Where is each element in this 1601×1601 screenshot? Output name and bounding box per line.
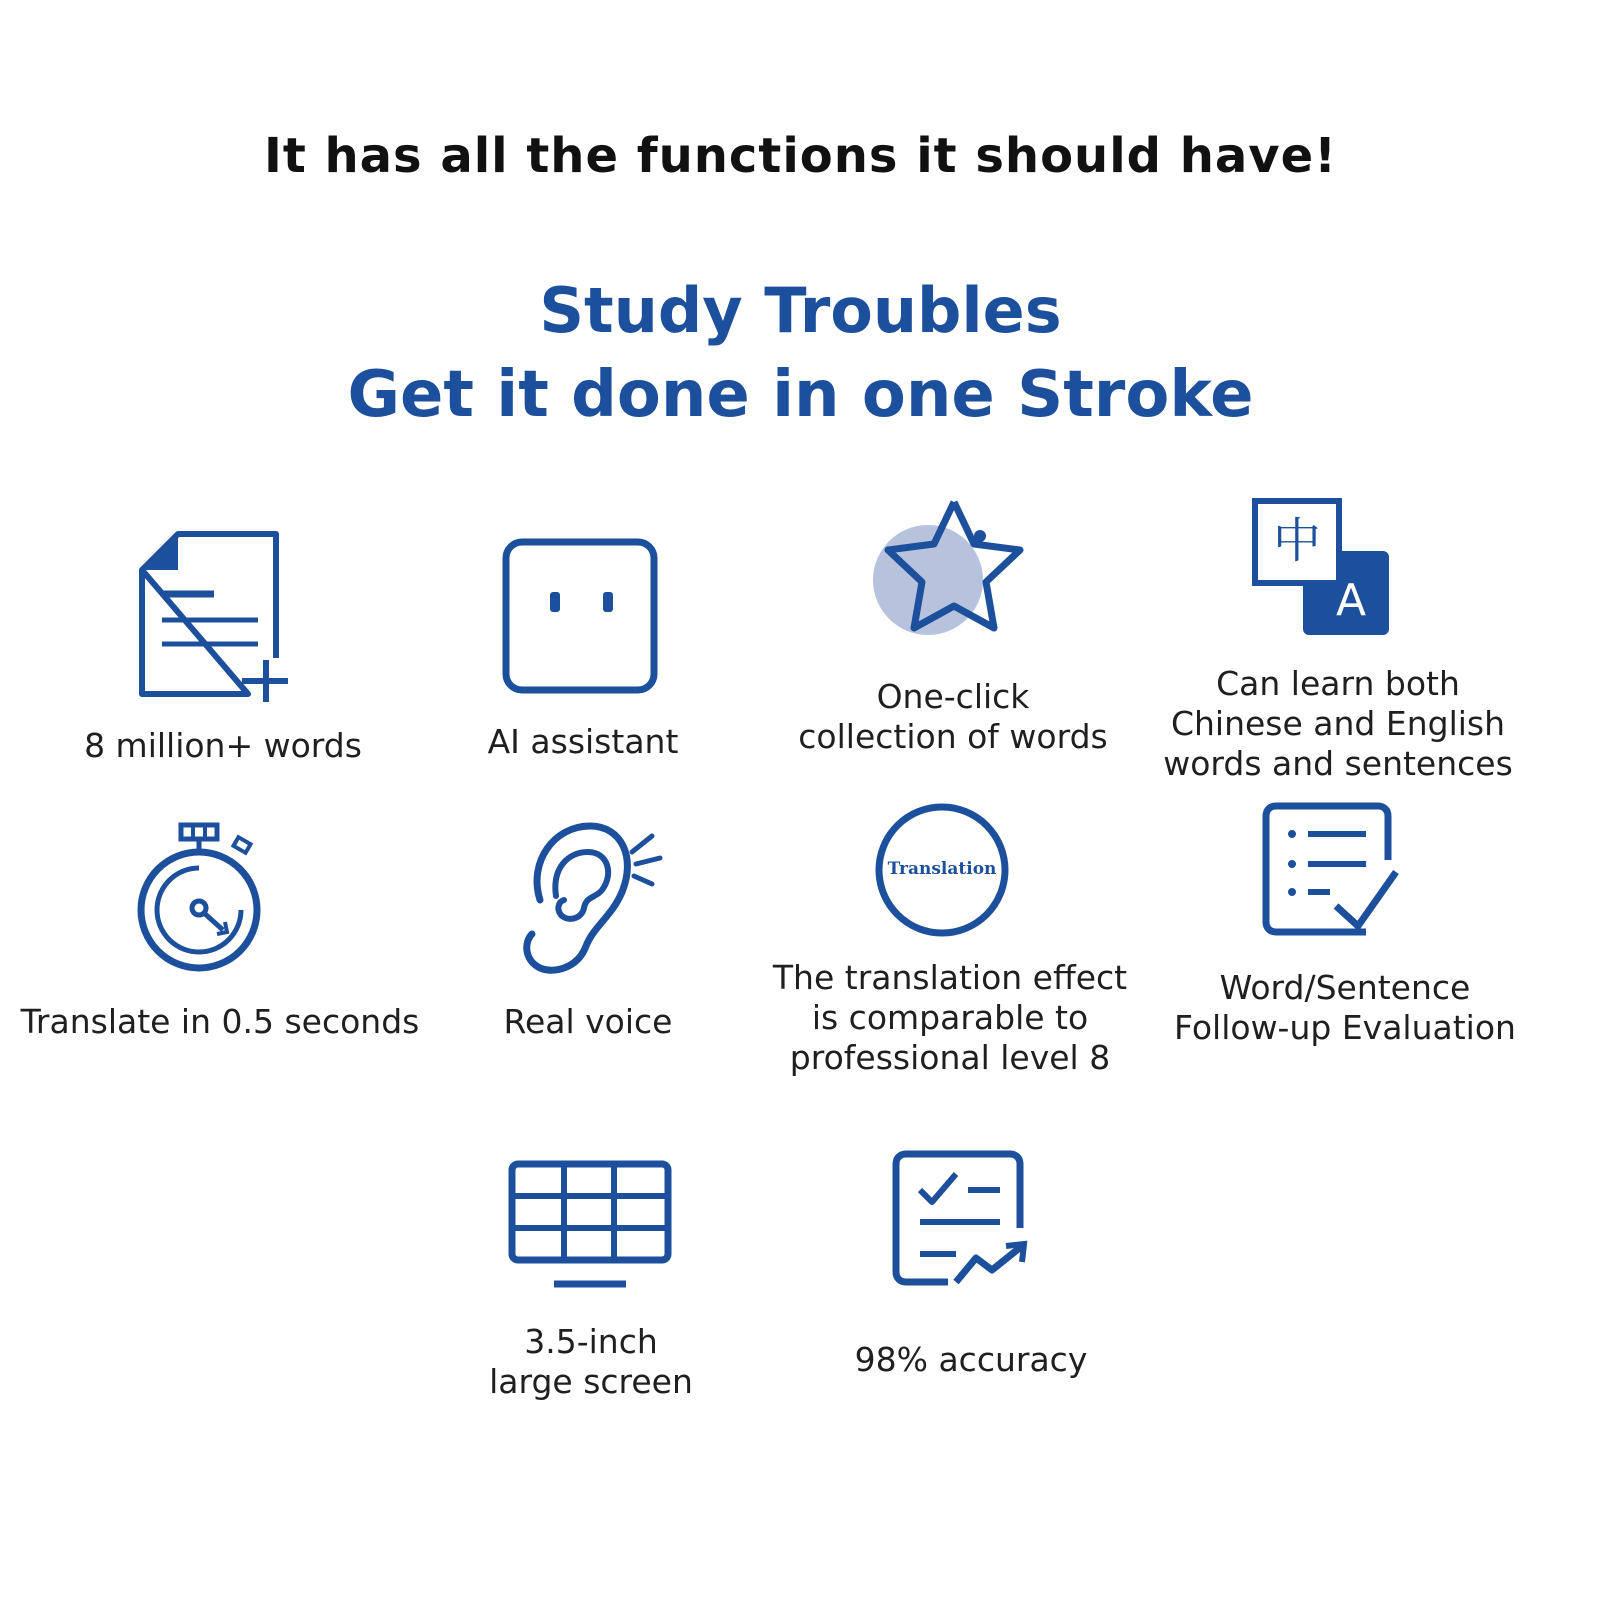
title-line-1: Study Troubles: [539, 274, 1062, 347]
feature-label-translate-speed: Translate in 0.5 seconds: [20, 1002, 420, 1041]
feature-label-real-voice: Real voice: [503, 1002, 673, 1041]
english-char: A: [1335, 575, 1367, 626]
feature-label-words: 8 million+ words: [84, 726, 362, 765]
star-icon: [872, 494, 1032, 644]
feature-label-screen: 3.5-inch large screen: [489, 1322, 693, 1401]
translation-badge-text: Translation: [887, 859, 997, 879]
ai-face-icon: [502, 538, 658, 694]
feature-label-follow-up: Word/Sentence Follow-up Evaluation: [1174, 968, 1516, 1047]
document-add-icon: [138, 530, 293, 705]
checklist-icon: [1262, 802, 1402, 940]
chinese-char: 中: [1272, 513, 1322, 569]
accuracy-chart-icon: [892, 1150, 1032, 1290]
feature-label-translation-effect: The translation effect is comparable to professional level 8: [772, 958, 1128, 1077]
headline: It has all the functions it should have!: [263, 128, 1338, 184]
feature-label-accuracy: 98% accuracy: [854, 1340, 1088, 1379]
ear-icon: [518, 822, 668, 977]
feature-label-bilingual: Can learn both Chinese and English words and sentences: [1163, 664, 1513, 783]
screen-grid-icon: [508, 1160, 672, 1292]
feature-label-collection: One-click collection of words: [798, 677, 1108, 756]
title-line-2: Get it done in one Stroke: [347, 358, 1254, 432]
translation-badge-icon: [874, 802, 1010, 938]
feature-label-ai-assistant: AI assistant: [487, 722, 679, 761]
chinese-english-translate-icon: [1251, 497, 1393, 639]
stopwatch-icon: [135, 822, 267, 974]
